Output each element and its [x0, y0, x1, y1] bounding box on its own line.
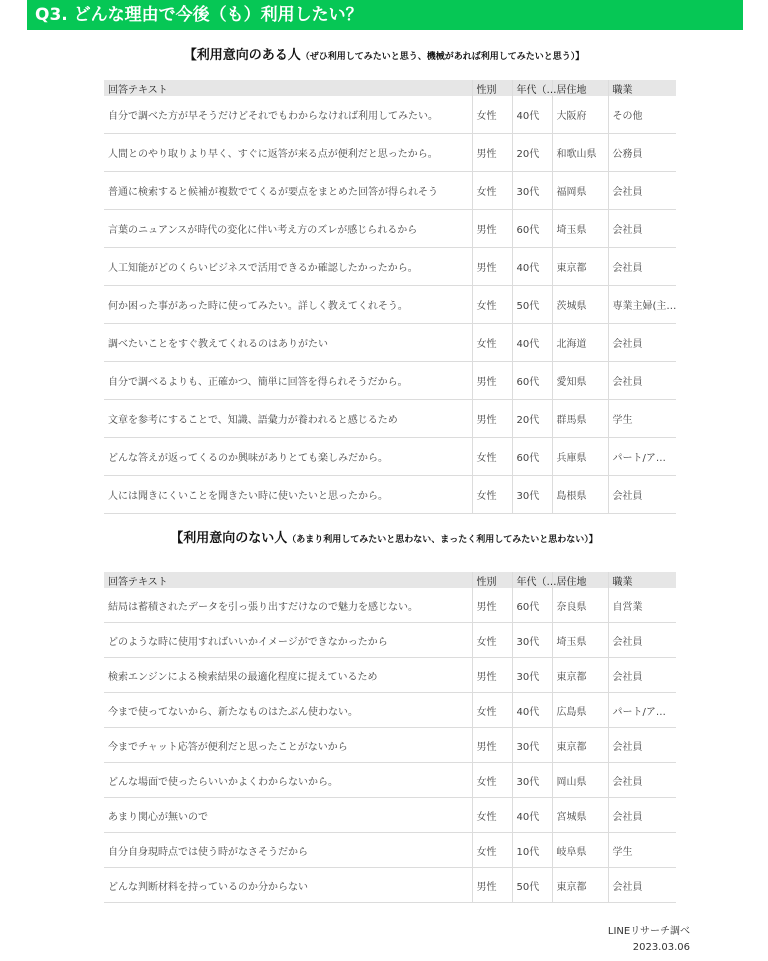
- col-residence-cell: 奈良県: [552, 588, 608, 623]
- col-residence-header: 居住地: [552, 80, 608, 96]
- col-response-text-cell: 調べたいことをすぐ教えてくれるのはありがたい: [104, 324, 472, 362]
- col-response-text-cell: 検索エンジンによる検索結果の最適化程度に捉えているため: [104, 658, 472, 693]
- table-header-row: [104, 572, 676, 588]
- table-row: [104, 658, 676, 693]
- col-occupation-cell: 専業主婦(主…: [608, 286, 676, 324]
- section-title-sub: （ぜひ利用してみたいと思う、機械があれば利用してみたいと思う）】: [300, 52, 585, 62]
- col-gender-header: 性別: [472, 572, 512, 588]
- table-row: [104, 286, 676, 324]
- col-gender-cell: 女性: [472, 172, 512, 210]
- col-response-text-cell: 自分自身現時点では使う時がなさそうだから: [104, 833, 472, 868]
- question-header: Q3. どんな理由で今後（も）利用したい？: [27, 0, 743, 30]
- col-response-text-cell: 自分で調べた方が早そうだけどそれでもわからなければ利用してみたい。: [104, 96, 472, 134]
- col-age-cell: 50代: [512, 868, 552, 903]
- table-row: [104, 438, 676, 476]
- col-age-cell: 10代: [512, 833, 552, 868]
- col-age-cell: 60代: [512, 362, 552, 400]
- table-row: [104, 763, 676, 798]
- col-gender-cell: 女性: [472, 438, 512, 476]
- col-response-text-cell: 人には聞きにくいことを聞きたい時に使いたいと思ったから。: [104, 476, 472, 514]
- col-residence-cell: 大阪府: [552, 96, 608, 134]
- willing-responses-table: [104, 80, 676, 514]
- col-residence-cell: 埼玉県: [552, 210, 608, 248]
- unwilling-responses-table: [104, 572, 676, 903]
- col-age-cell: 60代: [512, 588, 552, 623]
- col-gender-cell: 男性: [472, 868, 512, 903]
- col-age-cell: 30代: [512, 763, 552, 798]
- col-occupation-cell: 会社員: [608, 798, 676, 833]
- col-response-text-cell: 普通に検索すると候補が複数でてくるが要点をまとめた回答が得られそう: [104, 172, 472, 210]
- col-residence-cell: 島根県: [552, 476, 608, 514]
- col-age-cell: 30代: [512, 623, 552, 658]
- section-title-main: 【利用意向のない人: [170, 531, 288, 546]
- col-occupation-cell: 学生: [608, 400, 676, 438]
- table-row: [104, 728, 676, 763]
- col-response-text-cell: 言葉のニュアンスが時代の変化に伴い考え方のズレが感じられるから: [104, 210, 472, 248]
- table-header-row: [104, 80, 676, 96]
- col-age-cell: 40代: [512, 324, 552, 362]
- col-age-cell: 30代: [512, 172, 552, 210]
- table-row: [104, 833, 676, 868]
- table-row: [104, 476, 676, 514]
- col-age-header: 年代（…: [512, 80, 552, 96]
- col-response-text-cell: 自分で調べるよりも、正確かつ、簡単に回答を得られそうだから。: [104, 362, 472, 400]
- col-age-cell: 60代: [512, 438, 552, 476]
- col-age-cell: 40代: [512, 798, 552, 833]
- col-occupation-header: 職業: [608, 80, 676, 96]
- col-residence-cell: 北海道: [552, 324, 608, 362]
- col-residence-cell: 東京都: [552, 868, 608, 903]
- col-occupation-header: 職業: [608, 572, 676, 588]
- col-residence-cell: 埼玉県: [552, 623, 608, 658]
- col-residence-cell: 東京都: [552, 658, 608, 693]
- col-gender-cell: 女性: [472, 833, 512, 868]
- col-residence-cell: 茨城県: [552, 286, 608, 324]
- col-gender-cell: 男性: [472, 588, 512, 623]
- col-age-cell: 30代: [512, 476, 552, 514]
- survey-date: 2023.03.06: [632, 942, 690, 953]
- col-response-text-cell: 何か困った事があった時に使ってみたい。詳しく教えてくれそう。: [104, 286, 472, 324]
- col-residence-cell: 群馬県: [552, 400, 608, 438]
- col-response-text-header: 回答テキスト: [104, 572, 472, 588]
- col-response-text-cell: あまり関心が無いので: [104, 798, 472, 833]
- section-title-main: 【利用意向のある人: [183, 48, 301, 63]
- col-occupation-cell: 会社員: [608, 324, 676, 362]
- col-residence-header: 居住地: [552, 572, 608, 588]
- col-response-text-cell: 今まで使ってないから、新たなものはたぶん使わない。: [104, 693, 472, 728]
- table-row: [104, 400, 676, 438]
- col-gender-cell: 女性: [472, 476, 512, 514]
- col-age-cell: 40代: [512, 96, 552, 134]
- col-gender-cell: 男性: [472, 728, 512, 763]
- col-gender-cell: 男性: [472, 362, 512, 400]
- col-gender-cell: 女性: [472, 623, 512, 658]
- table-row: [104, 210, 676, 248]
- table-row: [104, 324, 676, 362]
- table-row: [104, 693, 676, 728]
- col-occupation-cell: 会社員: [608, 210, 676, 248]
- table-row: [104, 798, 676, 833]
- col-age-cell: 40代: [512, 693, 552, 728]
- source-credit: LINEリサーチ調べ: [607, 926, 690, 937]
- col-gender-cell: 女性: [472, 763, 512, 798]
- table-row: [104, 868, 676, 903]
- col-occupation-cell: パート/ア…: [608, 438, 676, 476]
- col-gender-cell: 男性: [472, 400, 512, 438]
- table-row: [104, 362, 676, 400]
- col-residence-cell: 岐阜県: [552, 833, 608, 868]
- col-age-cell: 20代: [512, 400, 552, 438]
- col-residence-cell: 兵庫県: [552, 438, 608, 476]
- col-age-cell: 20代: [512, 134, 552, 172]
- table-row: [104, 96, 676, 134]
- col-residence-cell: 岡山県: [552, 763, 608, 798]
- col-age-cell: 60代: [512, 210, 552, 248]
- col-occupation-cell: 会社員: [608, 623, 676, 658]
- col-residence-cell: 和歌山県: [552, 134, 608, 172]
- col-gender-cell: 女性: [472, 324, 512, 362]
- section-title-sub: （あまり利用してみたいと思わない、まったく利用してみたいと思わない）】: [287, 535, 598, 545]
- col-occupation-cell: 会社員: [608, 763, 676, 798]
- table-row: [104, 172, 676, 210]
- col-response-text-cell: どんな場面で使ったらいいかよくわからないから。: [104, 763, 472, 798]
- col-age-cell: 30代: [512, 728, 552, 763]
- col-response-text-cell: 人工知能がどのくらいビジネスで活用できるか確認したかったから。: [104, 248, 472, 286]
- col-occupation-cell: 自営業: [608, 588, 676, 623]
- col-occupation-cell: 会社員: [608, 728, 676, 763]
- col-gender-cell: 女性: [472, 286, 512, 324]
- col-occupation-cell: パート/ア…: [608, 693, 676, 728]
- col-residence-cell: 東京都: [552, 728, 608, 763]
- col-occupation-cell: 会社員: [608, 248, 676, 286]
- section-title-unwilling: [0, 527, 768, 546]
- col-response-text-cell: どんな答えが返ってくるのか興味がありとても楽しみだから。: [104, 438, 472, 476]
- col-gender-cell: 男性: [472, 248, 512, 286]
- col-gender-cell: 女性: [472, 798, 512, 833]
- section-title-willing: [0, 44, 768, 63]
- col-occupation-cell: 会社員: [608, 868, 676, 903]
- col-age-cell: 40代: [512, 248, 552, 286]
- table-row: [104, 248, 676, 286]
- col-residence-cell: 東京都: [552, 248, 608, 286]
- col-age-cell: 50代: [512, 286, 552, 324]
- table-row: [104, 588, 676, 623]
- col-response-text-header: 回答テキスト: [104, 80, 472, 96]
- col-gender-cell: 女性: [472, 693, 512, 728]
- col-occupation-cell: 会社員: [608, 362, 676, 400]
- col-occupation-cell: 会社員: [608, 476, 676, 514]
- col-gender-cell: 女性: [472, 96, 512, 134]
- col-residence-cell: 愛知県: [552, 362, 608, 400]
- col-gender-cell: 男性: [472, 134, 512, 172]
- col-response-text-cell: 結局は蓄積されたデータを引っ張り出すだけなので魅力を感じない。: [104, 588, 472, 623]
- col-residence-cell: 福岡県: [552, 172, 608, 210]
- table-row: [104, 134, 676, 172]
- col-response-text-cell: 文章を参考にすることで、知識、語彙力が養われると感じるため: [104, 400, 472, 438]
- col-occupation-cell: その他: [608, 96, 676, 134]
- col-gender-cell: 男性: [472, 658, 512, 693]
- col-gender-cell: 男性: [472, 210, 512, 248]
- col-response-text-cell: どのような時に使用すればいいかイメージができなかったから: [104, 623, 472, 658]
- col-residence-cell: 宮城県: [552, 798, 608, 833]
- col-residence-cell: 広島県: [552, 693, 608, 728]
- col-age-cell: 30代: [512, 658, 552, 693]
- col-response-text-cell: 人間とのやり取りより早く、すぐに返答が来る点が便利だと思ったから。: [104, 134, 472, 172]
- col-occupation-cell: 公務員: [608, 134, 676, 172]
- col-response-text-cell: どんな判断材料を持っているのか分からない: [104, 868, 472, 903]
- col-occupation-cell: 学生: [608, 833, 676, 868]
- col-gender-header: 性別: [472, 80, 512, 96]
- col-age-header: 年代（…: [512, 572, 552, 588]
- col-occupation-cell: 会社員: [608, 658, 676, 693]
- table-row: [104, 623, 676, 658]
- col-response-text-cell: 今までチャット応答が便利だと思ったことがないから: [104, 728, 472, 763]
- col-occupation-cell: 会社員: [608, 172, 676, 210]
